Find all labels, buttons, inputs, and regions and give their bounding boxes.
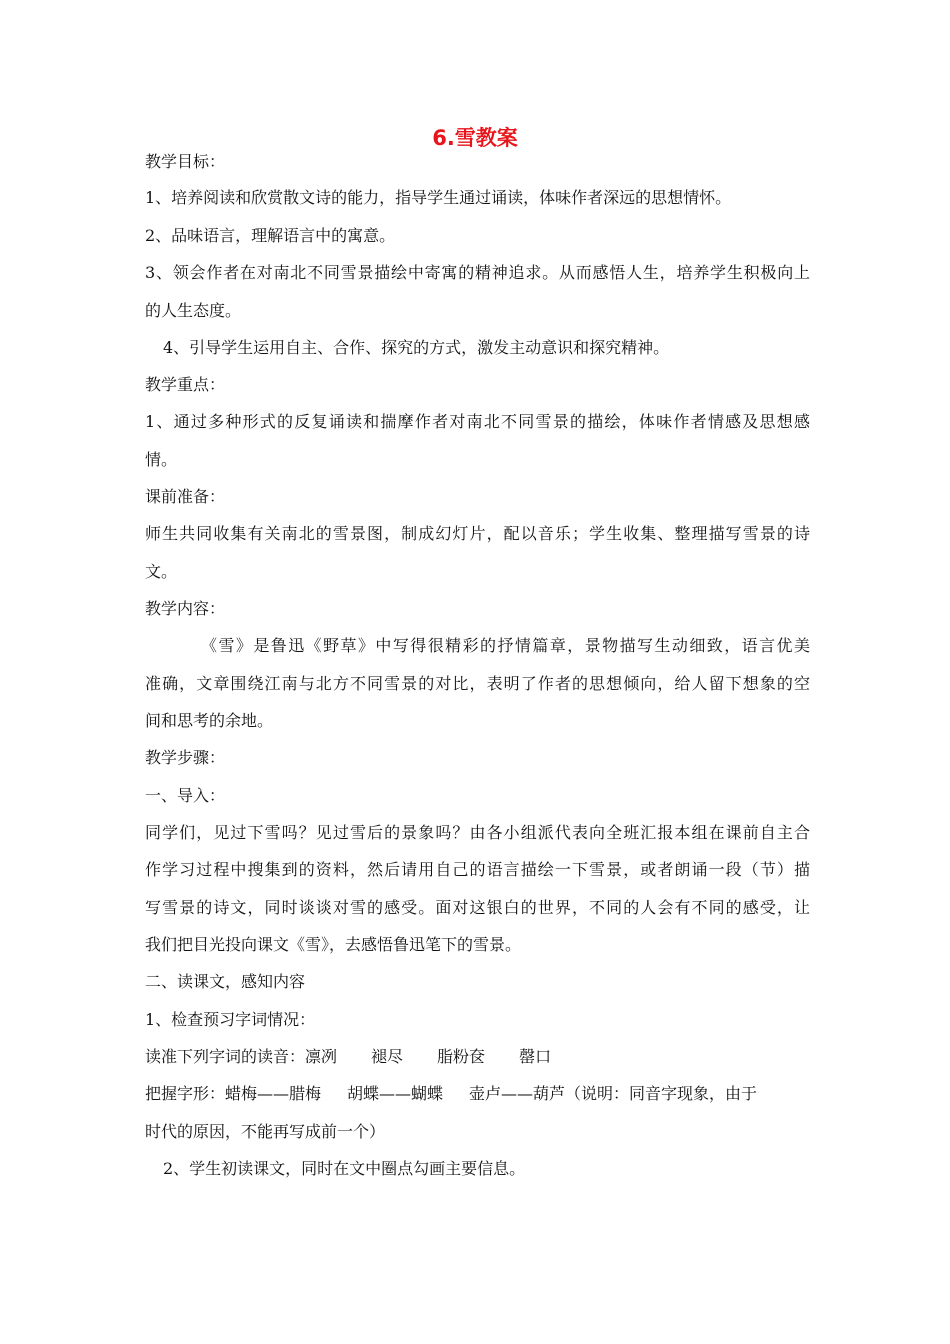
section-heading-steps: 教学步骤： bbox=[145, 748, 226, 767]
intro-paragraph-line-3: 写雪景的诗文，同时谈谈对雪的感受。面对这银白的世界，不同的人会有不同的感受，让 bbox=[145, 898, 810, 917]
vocab-word: 褪尽 bbox=[371, 1047, 404, 1066]
vocab-word: 凛冽 bbox=[305, 1047, 338, 1066]
preparation-text: 师生共同收集有关南北的雪景图，制成幻灯片，配以音乐；学生收集、整理描写雪景的诗 bbox=[145, 524, 810, 543]
content-paragraph-line-3: 间和思考的余地。 bbox=[145, 711, 274, 730]
key-point-1-continued: 情。 bbox=[145, 450, 178, 469]
section-heading-objectives: 教学目标： bbox=[145, 152, 226, 171]
section-heading-preparation: 课前准备： bbox=[145, 487, 226, 506]
section-heading-key-points: 教学重点： bbox=[145, 375, 226, 394]
content-paragraph-line-2: 准确，文章围绕江南与北方不同雪景的对比，表明了作者的思想倾向，给人留下想象的空 bbox=[145, 674, 810, 693]
intro-paragraph-line-2: 作学习过程中搜集到的资料，然后请用自己的语言描绘一下雪景，或者朗诵一段（节）描 bbox=[145, 860, 810, 879]
pronunciation-line bbox=[145, 1045, 810, 1069]
glyph-pair: 壶卢——葫芦（说明：同音字现象，由于 bbox=[469, 1084, 758, 1103]
glyph-line bbox=[145, 1082, 810, 1106]
pronunciation-label: 读准下列字词的读音： bbox=[145, 1047, 306, 1066]
section-heading-content: 教学内容： bbox=[145, 599, 226, 618]
glyph-pair: 蜡梅——腊梅 bbox=[225, 1084, 322, 1103]
step-1-heading: 一、导入： bbox=[145, 786, 226, 805]
objective-2: 2、品味语言，理解语言中的寓意。 bbox=[145, 226, 396, 245]
vocab-word: 脂粉奁 bbox=[437, 1047, 486, 1066]
page-title: 6.雪教案 bbox=[432, 126, 518, 150]
preview-check-heading: 1、检查预习字词情况： bbox=[145, 1010, 316, 1029]
preparation-text-continued: 文。 bbox=[145, 562, 178, 581]
glyph-pair: 胡蝶——蝴蝶 bbox=[347, 1084, 444, 1103]
key-point-1: 1、通过多种形式的反复诵读和揣摩作者对南北不同雪景的描绘，体味作者情感及思想感 bbox=[145, 412, 810, 431]
vocab-word: 罄口 bbox=[519, 1047, 552, 1066]
glyph-line-continued: 时代的原因，不能再写成前一个） bbox=[145, 1122, 386, 1141]
glyph-label: 把握字形： bbox=[145, 1084, 226, 1103]
objective-3-continued: 的人生态度。 bbox=[145, 301, 242, 320]
intro-paragraph-line-1: 同学们，见过下雪吗？见过雪后的景象吗？由各小组派代表向全班汇报本组在课前自主合 bbox=[145, 823, 810, 842]
step-2-heading: 二、读课文，感知内容 bbox=[145, 972, 306, 991]
objective-1: 1、培养阅读和欣赏散文诗的能力，指导学生通过诵读，体味作者深远的思想情怀。 bbox=[145, 188, 732, 207]
objective-3: 3、领会作者在对南北不同雪景描绘中寄寓的精神追求。从而感悟人生，培养学生积极向上 bbox=[145, 263, 810, 282]
objective-4: 4、引导学生运用自主、合作、探究的方式，激发主动意识和探究精神。 bbox=[163, 338, 670, 357]
step-2-item-2: 2、学生初读课文，同时在文中圈点勾画主要信息。 bbox=[163, 1159, 526, 1178]
intro-paragraph-line-4: 我们把目光投向课文《雪》，去感悟鲁迅笔下的雪景。 bbox=[145, 935, 522, 954]
content-paragraph-line-1: 《雪》是鲁迅《野草》中写得很精彩的抒情篇章，景物描写生动细致，语言优美 bbox=[201, 636, 810, 655]
